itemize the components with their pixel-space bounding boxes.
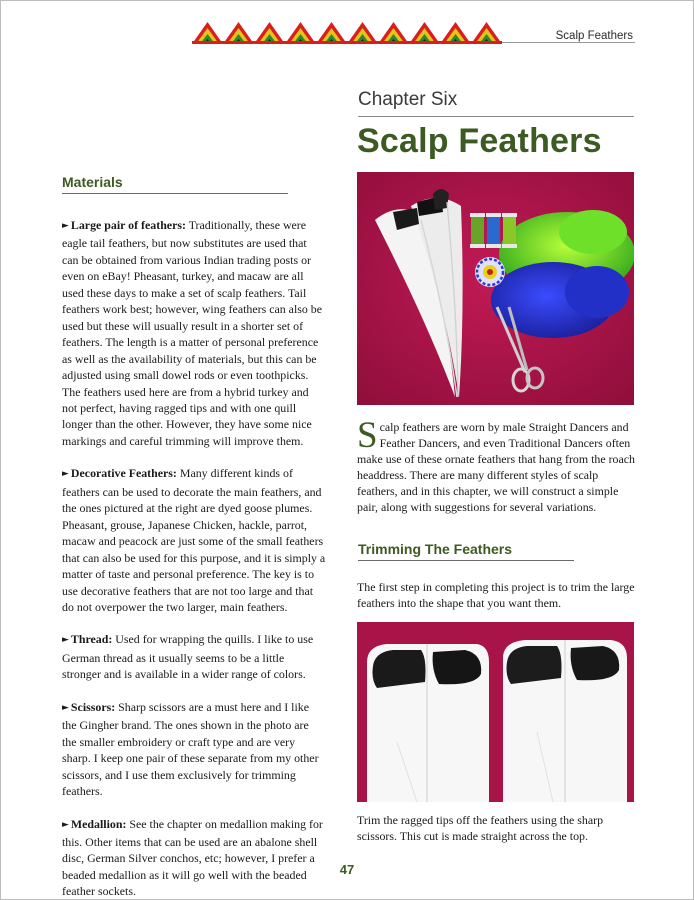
material-description: Traditionally, these were eagle tail feathers, but now substitutes are used that can be obtained from various Indian trading posts or even on eBay! Pheasant, turkey, and macaw are all used these days to make a set of scalp feathers. Tail feathers work best; however, wing feathers can also be used but these will usually result in a shorter set of feathers. The length is a matter of personal preference as well as the availability of materials, but this can be adjusted using small dowel rods or even toothpicks. The feathers used here are from a hybrid turkey and not perfect, having ragged tips and with one quill longer than the other. However, they have some nice markings and careful trimming will improve them. <box>62 218 323 448</box>
chapter-title: Scalp Feathers <box>357 122 602 160</box>
photo-caption: Trim the ragged tips off the feathers using the sharp scissors. This cut is made straight across the top. <box>357 813 604 843</box>
trimmed-feathers-photo <box>357 622 634 802</box>
running-header-title: Scalp Feathers <box>555 30 633 42</box>
materials-heading: Materials <box>62 174 123 190</box>
material-term: Scissors: <box>70 699 116 714</box>
trimming-step-text: The first step in completing this project is to trim the large feathers into the shape that you want them. <box>357 580 635 610</box>
material-item-thread <box>62 631 326 682</box>
chapter-rule <box>358 116 634 117</box>
material-item-scissors <box>62 699 326 800</box>
material-term: Decorative Feathers: <box>70 466 177 481</box>
material-description: Many different kinds of feathers can be used to decorate the main feathers, and the ones pictured at the right are dyed goose plumes. Pheasant, grouse, Japanese Chicken, hackle, parrot, macaw and peacock are just some of the small feathers that can also be used for this purpose, and it is simply a matter of taste and personal preference. The key is to use decorative feathers that are not too large and that do not overpower the two larger, main feathers. <box>62 466 326 614</box>
drop-cap: S <box>357 415 378 456</box>
chapter-label: Chapter Six <box>358 89 458 110</box>
materials-rule <box>62 193 288 194</box>
trimming-heading: Trimming The Feathers <box>358 541 513 557</box>
bullet-icon: ► <box>62 702 69 713</box>
bullet-icon: ► <box>62 635 69 646</box>
materials-column <box>62 174 326 900</box>
materials-list <box>62 217 326 900</box>
material-description: See the chapter on medallion making for this. Other items that can be used are an abalone shell disc, German Silver conchos, etc; however, I prefer a beaded medallion as it will go well with the beaded feather sockets. <box>62 816 323 899</box>
material-term: Large pair of feathers: <box>70 218 186 232</box>
bullet-icon: ► <box>62 469 69 480</box>
bullet-icon: ► <box>62 819 69 830</box>
material-term: Thread: <box>70 632 113 647</box>
material-description: Sharp scissors are a must here and I like the Gingher brand. The ones shown in the photo are the smaller embroidery or craft type and are very sharp. I keep one pair of these separate from my other scissors, and I use them exclusively for trimming feathers. <box>62 699 319 799</box>
trimming-rule <box>358 560 574 561</box>
bead-base-row <box>192 41 502 44</box>
materials-photo <box>357 172 634 405</box>
material-item-decorative <box>62 465 326 615</box>
material-item-feathers <box>62 217 326 449</box>
material-term: Medallion: <box>70 816 127 831</box>
bullet-icon: ► <box>62 221 69 231</box>
trimming-section-heading <box>358 541 574 561</box>
material-item-medallion <box>62 816 326 900</box>
beadwork-ornament <box>192 20 502 44</box>
intro-text: calp feathers are worn by male Straight Dancers and Feather Dancers, and even Traditional Dancers often make use of these ornate feathers that hang from the roach headdress. There are many different styles of scalp feathers, and in this chapter, we will construct a simple pair, along with suggestions for several variations. <box>357 420 635 514</box>
intro-paragraph <box>357 415 637 515</box>
page-number: 47 <box>339 862 355 877</box>
material-description: Used for wrapping the quills. I like to use German thread as it usually seems to be a little stronger and is available in a wider range of colors. <box>62 632 314 682</box>
header-rule <box>502 42 635 43</box>
